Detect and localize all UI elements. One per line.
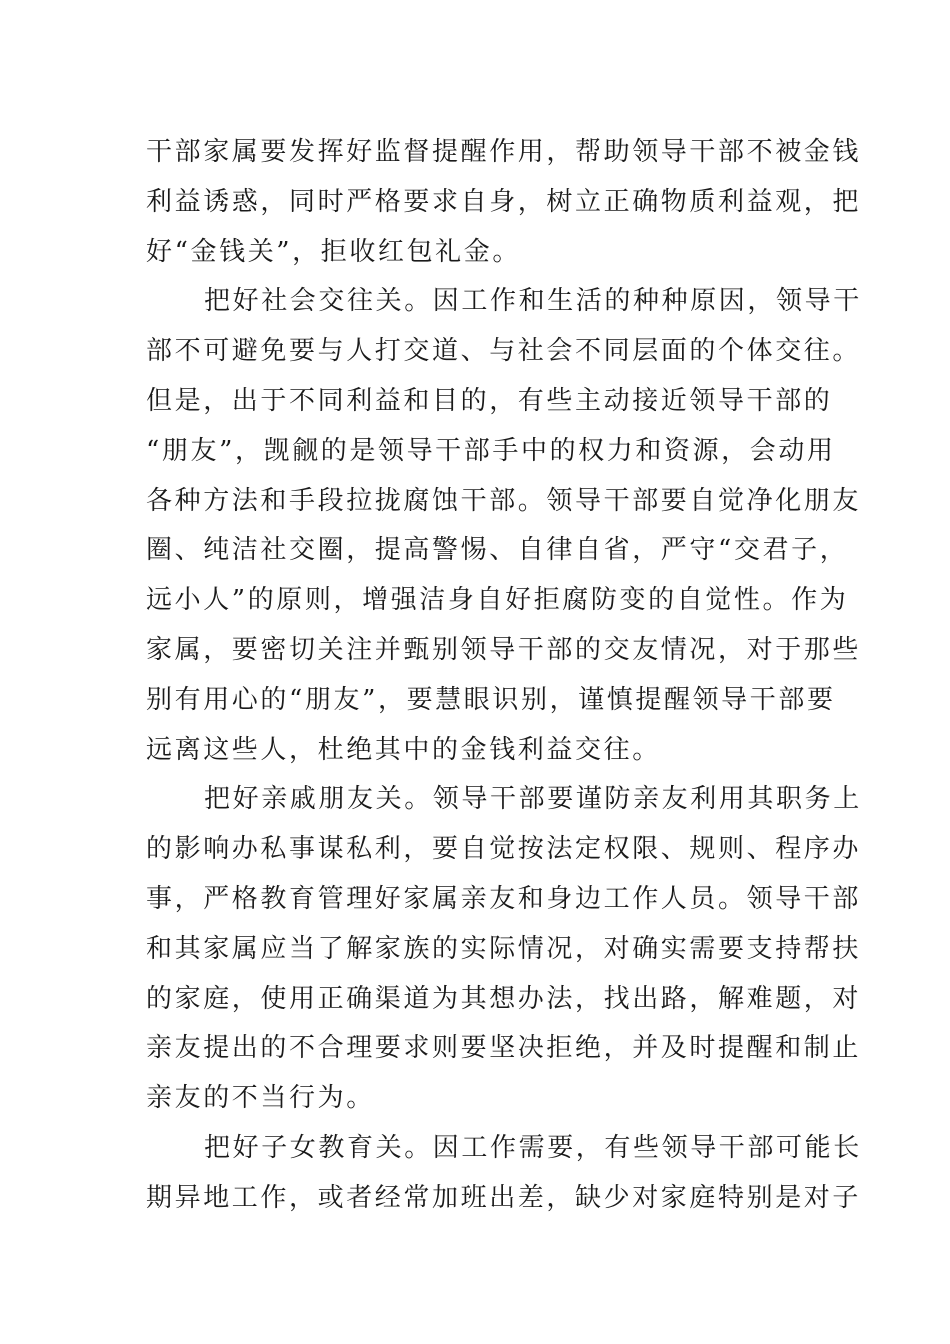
text-line: 的影响办私事谋私利，要自觉按法定权限、规则、程序办 — [146, 834, 862, 865]
paragraph-heading-line: 把好社会交往关。因工作和生活的种种原因，领导干 — [204, 286, 862, 317]
text-line: 的家庭，使用正确渠道为其想办法，找出路，解难题，对 — [146, 983, 862, 1014]
text-line: 部不可避免要与人打交道、与社会不同层面的个体交往。 — [146, 336, 862, 367]
text-line: 但是，出于不同利益和目的，有些主动接近领导干部的 — [146, 385, 833, 416]
text-line: 亲友的不当行为。 — [146, 1083, 375, 1114]
text-line: 家属，要密切关注并甄别领导干部的交友情况，对于那些 — [146, 634, 862, 665]
text-line: 远小人”的原则，增强洁身自好拒腐防变的自觉性。作为 — [146, 585, 849, 616]
text-line: 亲友提出的不合理要求则要坚决拒绝，并及时提醒和制止 — [146, 1033, 862, 1064]
paragraph-heading-line: 把好子女教育关。因工作需要，有些领导干部可能长 — [204, 1132, 862, 1163]
text-line: 事，严格教育管理好家属亲友和身边工作人员。领导干部 — [146, 883, 862, 914]
paragraph-heading-line: 把好亲戚朋友关。领导干部要谨防亲友利用其职务上 — [204, 784, 862, 815]
text-line: 圈、纯洁社交圈，提高警惕、自律自省，严守“交君子， — [146, 535, 849, 566]
text-line: 远离这些人，杜绝其中的金钱利益交往。 — [146, 734, 661, 765]
text-line: 和其家属应当了解家族的实际情况，对确实需要支持帮扶 — [146, 933, 862, 964]
text-line: 干部家属要发挥好监督提醒作用，帮助领导干部不被金钱 — [146, 137, 862, 167]
text-line: “朋友”，觊觎的是领导干部手中的权力和资源，会动用 — [146, 435, 836, 466]
text-line: 期异地工作，或者经常加班出差，缺少对家庭特别是对子 — [146, 1182, 862, 1213]
body-text — [146, 128, 862, 1224]
text-line: 别有用心的“朋友”，要慧眼识别，谨慎提醒领导干部要 — [146, 684, 836, 715]
text-line: 好“金钱关”，拒收红包礼金。 — [146, 236, 521, 267]
text-line: 各种方法和手段拉拢腐蚀干部。领导干部要自觉净化朋友 — [146, 485, 862, 516]
text-line: 利益诱惑，同时严格要求自身，树立正确物质利益观，把 — [146, 186, 862, 217]
